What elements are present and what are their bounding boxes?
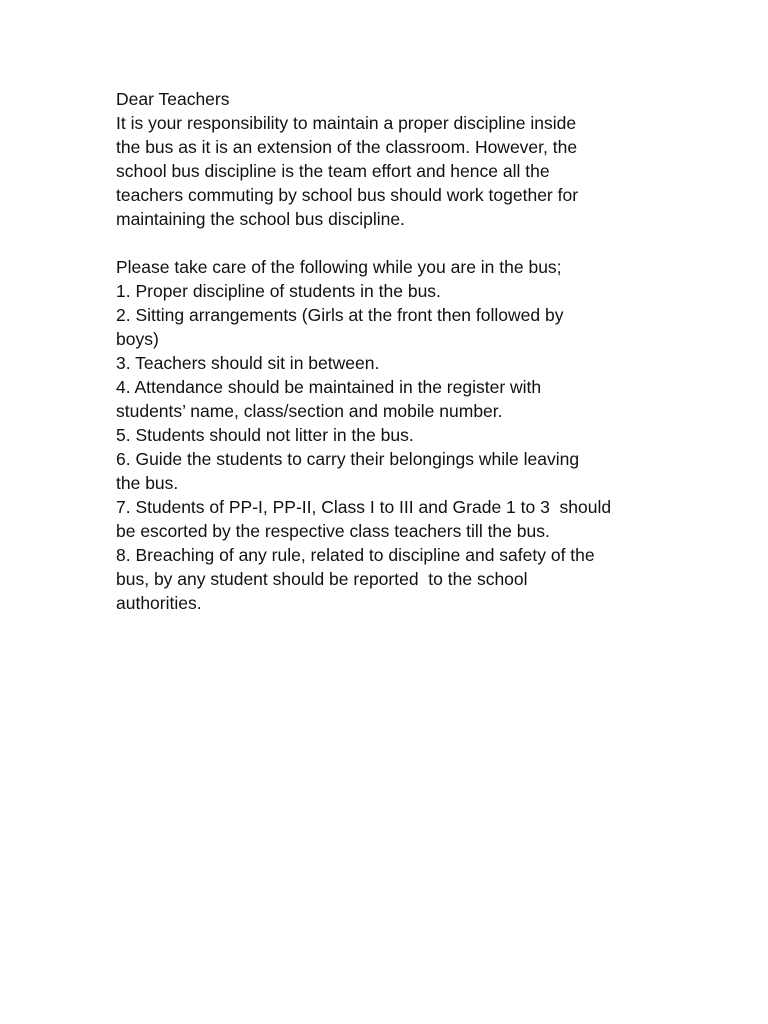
rule-line: the bus. <box>116 473 179 493</box>
rule-item-8 <box>116 543 656 615</box>
letter-body <box>116 87 656 615</box>
paragraph-spacer <box>116 231 656 255</box>
rule-line: 6. Guide the students to carry their belongings while leaving <box>116 449 580 469</box>
rules-list <box>116 279 656 615</box>
rule-line: 8. Breaching of any rule, related to discipline and safety of the <box>116 545 595 565</box>
rule-line: be escorted by the respective class teachers till the bus. <box>116 521 550 541</box>
rule-line: bus, by any student should be reported to the school <box>116 569 528 589</box>
salutation: Dear Teachers <box>116 89 230 109</box>
intro-line: school bus discipline is the team effort and hence all the <box>116 161 550 181</box>
rule-item-1 <box>116 279 656 303</box>
intro-line: teachers commuting by school bus should work together for <box>116 185 579 205</box>
intro-line: the bus as it is an extension of the classroom. However, the <box>116 137 578 157</box>
rule-item-2 <box>116 303 656 351</box>
rule-line: 1. Proper discipline of students in the bus. <box>116 281 441 301</box>
rule-line: 7. Students of PP-I, PP-II, Class I to III and Grade 1 to 3 should <box>116 497 612 517</box>
rule-line: authorities. <box>116 593 202 613</box>
rule-line: boys) <box>116 329 159 349</box>
intro-line: It is your responsibility to maintain a proper discipline inside <box>116 113 577 133</box>
rule-line: 2. Sitting arrangements (Girls at the front then followed by <box>116 305 564 325</box>
intro-line: maintaining the school bus discipline. <box>116 209 405 229</box>
list-lead: Please take care of the following while you are in the bus; <box>116 257 562 277</box>
rule-item-7 <box>116 495 656 543</box>
rule-item-5 <box>116 423 656 447</box>
rule-item-4 <box>116 375 656 423</box>
rule-line: students’ name, class/section and mobile number. <box>116 401 503 421</box>
intro-paragraph <box>116 111 656 231</box>
rule-line: 5. Students should not litter in the bus. <box>116 425 414 445</box>
rule-line: 3. Teachers should sit in between. <box>116 353 380 373</box>
rule-item-3 <box>116 351 656 375</box>
rule-item-6 <box>116 447 656 495</box>
rule-line: 4. Attendance should be maintained in the register with <box>116 377 542 397</box>
